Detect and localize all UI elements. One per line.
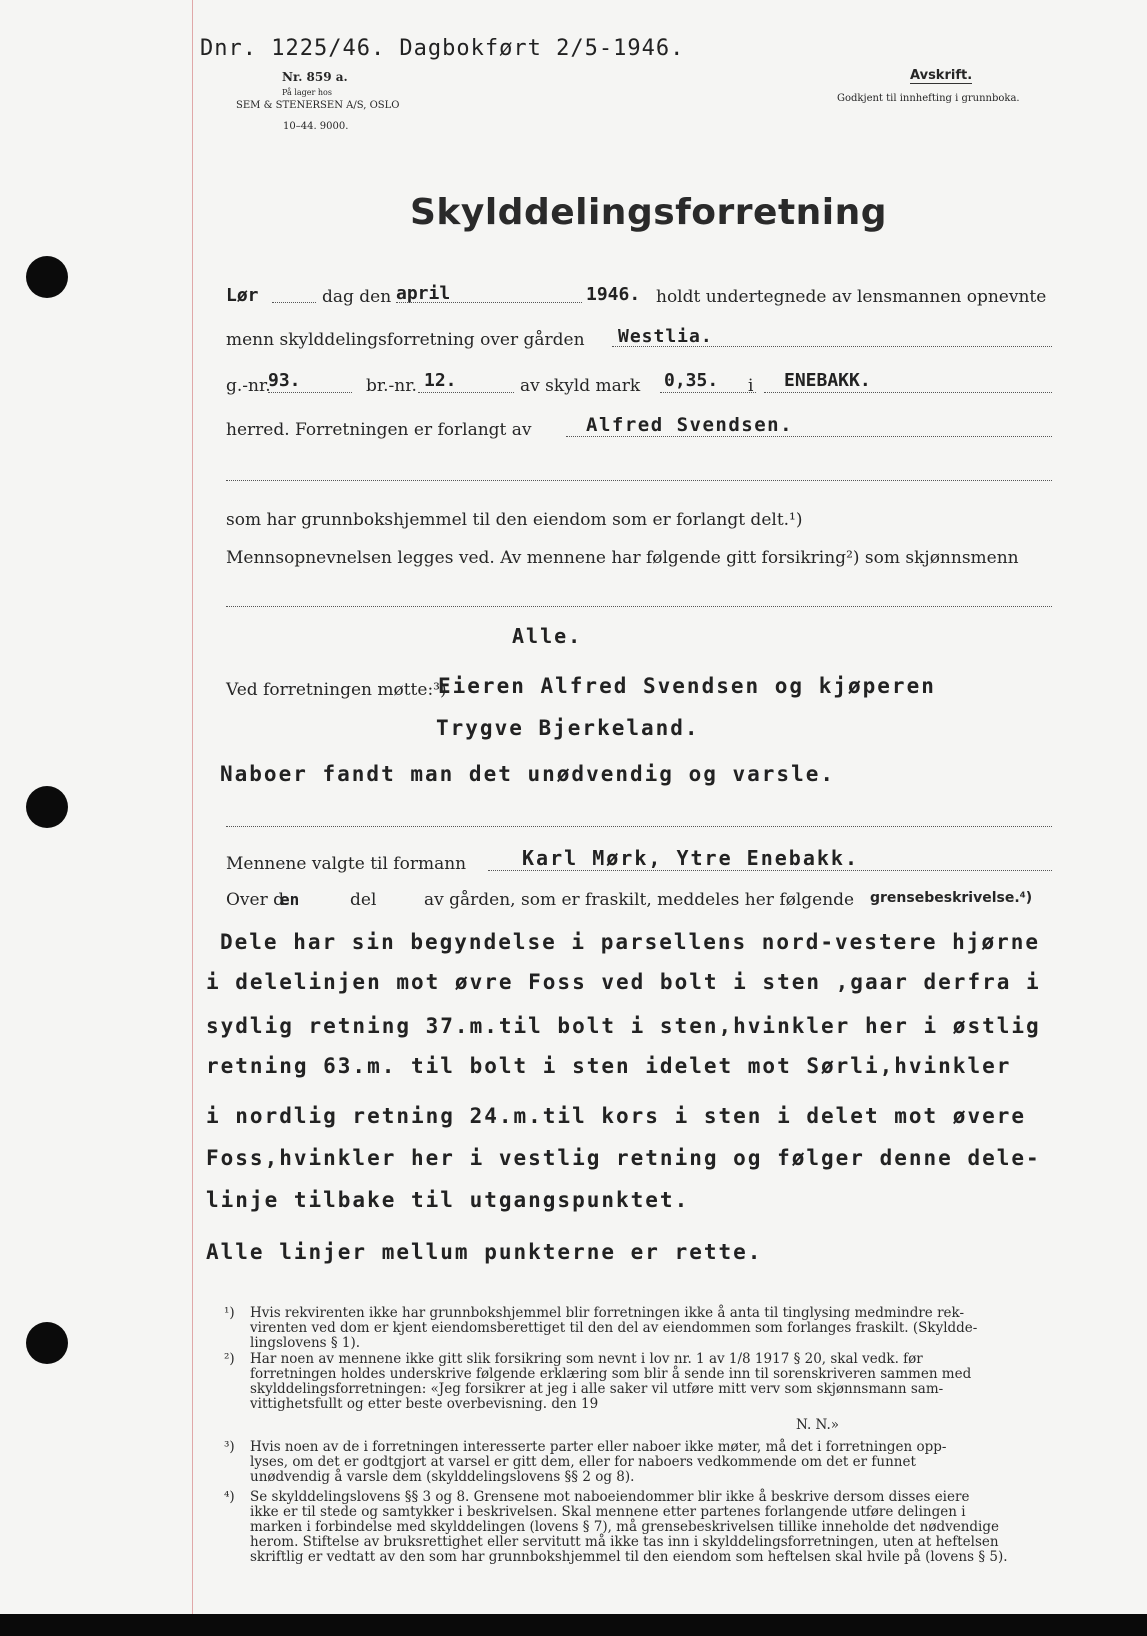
- requester: Alfred Svendsen.: [586, 414, 794, 436]
- farm-name: Westlia.: [618, 326, 713, 347]
- footnote-2-line: forretningen holdes underskrive følgende erklæring som blir å sende inn til sorenskriveren sammen med: [250, 1366, 972, 1382]
- i-label: i: [748, 376, 754, 396]
- boundary-line: sydlig retning 37.m.til bolt i sten,hvinkler her i østlig: [206, 1014, 1041, 1038]
- after-year-text: holdt undertegnede av lensmannen opnevnte: [656, 287, 1047, 307]
- weekday: Lør: [226, 285, 259, 306]
- boundary-line: i delelinjen mot øvre Foss ved bolt i sten ,gaar derfra i: [206, 970, 1041, 994]
- footnote-2-line: vittighetsfullt og etter beste overbevisning. den 19: [250, 1396, 599, 1412]
- chair-label: Mennene valgte til formann: [226, 854, 467, 874]
- date-value: april: [396, 283, 451, 304]
- boundary-line: Dele har sin begyndelse i parsellens nord-vestere hjørne: [220, 930, 1041, 954]
- document-title: Skylddelingsforretning: [410, 192, 888, 233]
- footnote-mark: ¹): [224, 1305, 235, 1321]
- skyld-label: av skyld mark: [520, 376, 641, 396]
- skyld-value: 0,35.: [664, 370, 719, 391]
- footnote-1-line: Hvis rekvirenten ikke har grunnbokshjemmel blir forretningen ikke å anta til tinglysing medmindre rek-: [250, 1305, 965, 1321]
- footnote-2-line: skylddelingsforretningen: «Jeg forsikrer at jeg i alle saker vil utføre mitt verv som skjønnsmann sam-: [250, 1381, 944, 1397]
- footnote-signature: N. N.»: [796, 1417, 840, 1433]
- form-number: Nr. 859 a.: [282, 70, 348, 84]
- publisher-line1: På lager hos: [282, 88, 332, 97]
- insured-value: Alle.: [512, 624, 583, 648]
- footnote-4-line: marken i forbindelse med skylddelingen (lovens § 7), må grensebeskrivelsen tillike inneholde det nødvendige: [250, 1519, 999, 1535]
- boundary-label-bold: grensebeskrivelse.⁴): [870, 890, 1033, 906]
- punch-hole: [26, 786, 68, 828]
- neighbours-line: Naboer fandt man det unødvendig og varsle.: [220, 762, 836, 786]
- mennsopp-text: Mennsopnevnelsen legges ved. Av mennene har følgende gitt forsikring²) som skjønnsmenn: [226, 548, 1019, 568]
- approval-text: Godkjent til innhefting i grunnboka.: [837, 93, 1020, 104]
- brnr-value: 12.: [424, 370, 457, 391]
- journal-line: Dnr. 1225/46. Dagbokført 2/5-1946.: [200, 36, 685, 61]
- boundary-line: linje tilbake til utgangspunktet.: [206, 1188, 690, 1212]
- punch-hole: [26, 1322, 68, 1364]
- dag-den-label: dag den: [322, 287, 392, 307]
- boundary-line: Alle linjer mellum punkterne er rette.: [206, 1240, 763, 1264]
- footnote-3-line: Hvis noen av de i forretningen interesserte parter eller naboer ikke møter, må det i forretningen opp-: [250, 1439, 947, 1455]
- gnr-value: 93.: [268, 370, 301, 391]
- over-value: en: [280, 890, 300, 909]
- footnote-mark: ³): [224, 1439, 235, 1455]
- herred-label: herred. Forretningen er forlangt av: [226, 420, 532, 440]
- footnote-2-line: Har noen av mennene ikke gitt slik forsikring som nevnt i lov nr. 1 av 1/8 1917 § 20, skal vedk. før: [250, 1351, 923, 1367]
- footnote-3-line: unødvendig å varsle dem (skylddelingslovens §§ 2 og 8).: [250, 1469, 635, 1485]
- del-label: del: [350, 890, 377, 910]
- footnote-1-line: lingslovens § 1).: [250, 1335, 361, 1351]
- chair-name: Karl Mørk, Ytre Enebakk.: [522, 846, 859, 870]
- year-value: 1946.: [586, 284, 641, 305]
- boundary-label: av gården, som er fraskilt, meddeles her følgende: [424, 890, 855, 910]
- boundary-line: i nordlig retning 24.m.til kors i sten i delet mot øvere: [206, 1104, 1027, 1128]
- publisher-line2: SEM & STENERSEN A/S, OSLO: [236, 100, 400, 111]
- brnr-label: br.-nr.: [366, 376, 417, 396]
- gnr-label: g.-nr.: [226, 376, 271, 396]
- attended-line-2: Trygve Bjerkeland.: [436, 716, 700, 740]
- footnote-4-line: ikke er til stede og samtykker i beskrivelsen. Skal mennene etter partenes forlangende utføre delingen i: [250, 1504, 966, 1520]
- punch-hole: [26, 256, 68, 298]
- scan-edge: [0, 1614, 1147, 1636]
- attended-line-1: Eieren Alfred Svendsen og kjøperen: [438, 674, 936, 698]
- footnote-mark: ⁴): [224, 1489, 235, 1505]
- footnote-mark: ²): [224, 1351, 235, 1367]
- attended-label: Ved forretningen møtte:³): [226, 680, 447, 700]
- footnote-4-line: Se skylddelingslovens §§ 3 og 8. Grensene mot naboeiendommer blir ikke å beskrive dersom disses eiere: [250, 1489, 970, 1505]
- footnote-3-line: lyses, om det er godtgjort at varsel er gitt dem, eller for naboers vedkommende om det er funnet: [250, 1454, 916, 1470]
- copy-label: Avskrift.: [910, 68, 973, 83]
- farm-label: menn skylddelingsforretning over gården: [226, 330, 585, 350]
- municipality: ENEBAKK.: [784, 370, 871, 391]
- footnote-4-line: herom. Stiftelse av bruksrettighet eller servitutt må ikke tas inn i skylddelingsforretningen, uten at heftelsen: [250, 1534, 999, 1550]
- margin-rule: [192, 0, 193, 1636]
- grunnbok-text: som har grunnbokshjemmel til den eiendom som er forlangt delt.¹): [226, 510, 803, 530]
- print-run: 10–44. 9000.: [283, 121, 349, 132]
- over-label: Over d: [226, 890, 285, 910]
- footnote-4-line: skriftlig er vedtatt av den som har grunnbokshjemmel til den eiendom som heftelsen skal hvile på (lovens § 5).: [250, 1549, 1008, 1565]
- footnote-1-line: virenten ved dom er kjent eiendomsberettiget til den del av eiendommen som forlanges fraskilt. (Skyldde-: [250, 1320, 978, 1336]
- boundary-line: Foss,hvinkler her i vestlig retning og følger denne dele-: [206, 1146, 1041, 1170]
- boundary-line: retning 63.m. til bolt i sten idelet mot Sørli,hvinkler: [206, 1054, 1012, 1078]
